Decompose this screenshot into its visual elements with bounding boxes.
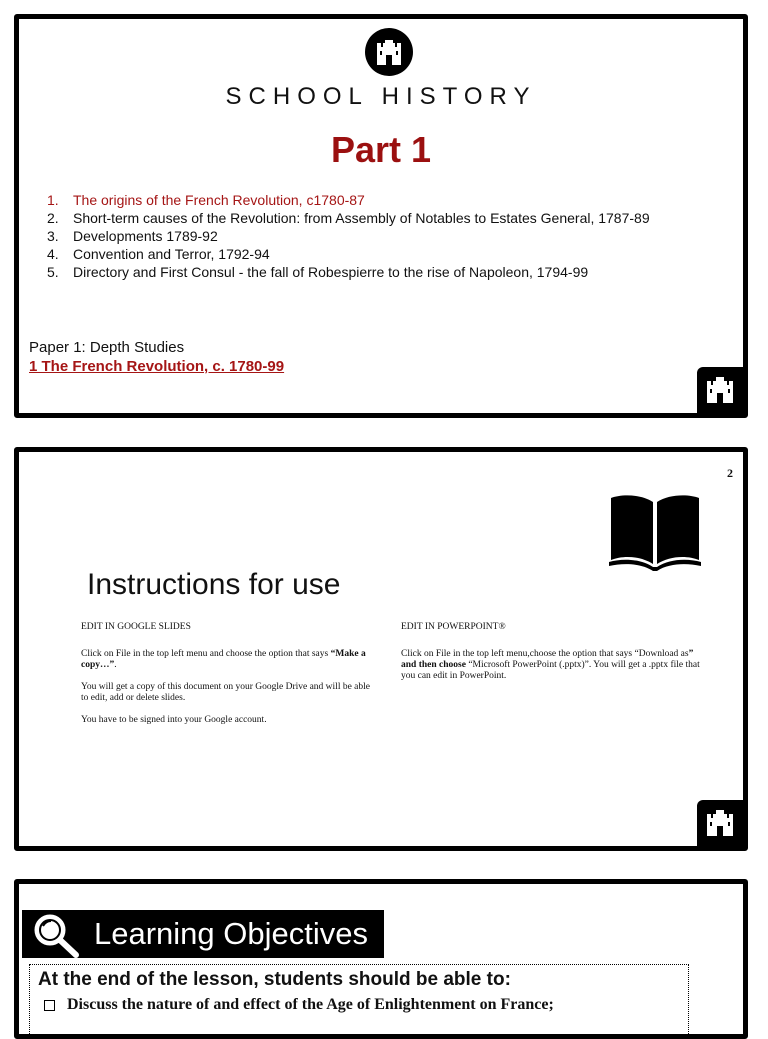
learning-objectives-banner [22,910,384,958]
castle-corner-icon[interactable] [697,367,743,413]
objectives-intro: At the end of the lesson, students should be able to: [38,969,511,990]
powerpoint-heading: EDIT IN POWERPOINT® [401,622,506,632]
google-slides-instructions [81,622,371,737]
toc-item-2[interactable]: 2. Short-term causes of the Revolution: from Assembly of Notables to Estates General, 1787-89 [47,210,650,226]
table-of-contents [47,191,650,281]
page-number: 2 [727,466,733,480]
google-step-3: You have to be signed into your Google account. [81,715,267,725]
slide-learning-objectives [14,879,748,1039]
google-step-1: Click on File in the top left menu and choose the option that says “Make a copy…”. [81,649,366,670]
toc-item-3[interactable]: 3. Developments 1789-92 [47,228,218,244]
objectives-box [29,964,689,1039]
topic-link[interactable]: 1 The French Revolution, c. 1780-99 [29,358,285,375]
powerpoint-step-1: Click on File in the top left menu,choose the option that says “Download as” and then choose “Microsoft PowerPoint (.pptx)”. You will get a .pptx file that you can edit in PowerPoint. [401,649,700,681]
book-icon [607,492,703,577]
brand-title: SCHOOL HISTORY [225,83,537,110]
part-title: Part 1 [330,129,432,170]
castle-corner-icon[interactable] [697,800,743,846]
learning-objectives-title: Learning Objectives [94,916,368,951]
slide-instructions [14,447,748,851]
google-step-2: You will get a copy of this document on your Google Drive and will be able to edit, add or delete slides. [81,682,370,703]
magnifier-icon [32,912,80,963]
objective-item: Discuss the nature of and effect of the Age of Enlightenment on France; [38,996,680,1014]
toc-item-5[interactable]: 5. Directory and First Consul - the fall of Robespierre to the rise of Napoleon, 1794-99 [47,264,589,280]
paper-label: Paper 1: Depth Studies [29,339,185,356]
castle-logo-icon [365,28,413,76]
toc-item-4[interactable]: 4. Convention and Terror, 1792-94 [47,246,270,262]
slide-part-1 [14,14,748,418]
powerpoint-instructions [401,622,701,693]
google-heading: EDIT IN GOOGLE SLIDES [81,622,191,632]
instructions-title: Instructions for use [87,568,341,601]
checkbox-icon[interactable] [44,1000,55,1011]
toc-item-1[interactable]: 1. The origins of the French Revolution, c1780-87 [47,192,365,208]
